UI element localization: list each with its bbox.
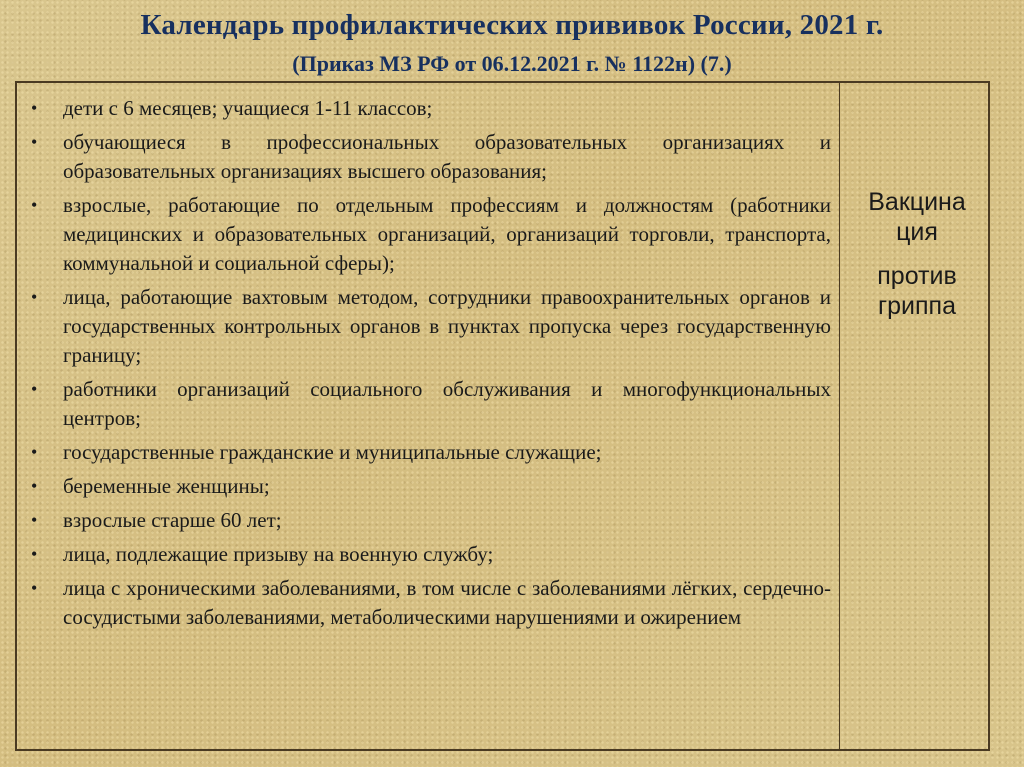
list-item-text: дети с 6 месяцев; учащиеся 1-11 классов; bbox=[63, 96, 433, 120]
list-item bbox=[25, 438, 831, 467]
bullet-icon: • bbox=[31, 544, 38, 564]
list-item bbox=[25, 191, 831, 278]
list-item-text: государственные гражданские и муниципальные служащие; bbox=[63, 440, 602, 464]
list-item bbox=[25, 94, 831, 123]
risk-groups-list bbox=[25, 94, 831, 632]
bullet-icon: • bbox=[31, 442, 38, 462]
bullet-icon: • bbox=[31, 195, 38, 215]
spacer bbox=[852, 247, 982, 261]
list-item bbox=[25, 540, 831, 569]
list-item-text: работники организаций социального обслуживания и многофункциональных центров; bbox=[63, 377, 831, 430]
bullet-icon: • bbox=[31, 132, 38, 152]
list-item-text: лица с хроническими заболеваниями, в том числе с заболеваниями лёгких, сердечно-сосудистыми заболеваниями, метаболическими нарушениями и ожирением bbox=[63, 576, 831, 629]
list-item-text: взрослые старше 60 лет; bbox=[63, 508, 282, 532]
risk-groups-cell bbox=[17, 83, 835, 749]
slide-title-block bbox=[0, 8, 1024, 78]
slide-title: Календарь профилактических прививок России, 2021 г. bbox=[140, 9, 884, 41]
list-item bbox=[25, 128, 831, 186]
bullet-icon: • bbox=[31, 98, 38, 118]
bullet-icon: • bbox=[31, 578, 38, 598]
bullet-icon: • bbox=[31, 510, 38, 530]
slide-subtitle: (Приказ МЗ РФ от 06.12.2021 г. № 1122н) (7.) bbox=[292, 51, 732, 76]
vaccination-label-line4: гриппа bbox=[878, 292, 956, 320]
list-item-text: обучающиеся в профессиональных образовательных организациях и образовательных организациях высшего образования; bbox=[63, 130, 831, 183]
column-divider bbox=[839, 83, 840, 749]
vaccination-table bbox=[15, 81, 990, 751]
bullet-icon: • bbox=[31, 287, 38, 307]
list-item bbox=[25, 506, 831, 535]
list-item-text: взрослые, работающие по отдельным профессиям и должностям (работники медицинских и образовательных организаций, организаций торговли, транспорта, коммунальной и социальной сферы); bbox=[63, 193, 831, 275]
list-item bbox=[25, 283, 831, 370]
list-item bbox=[25, 375, 831, 433]
list-item-text: лица, подлежащие призыву на военную службу; bbox=[63, 542, 494, 566]
vaccination-label-line2: ция bbox=[896, 218, 938, 246]
vaccination-label-line1: Вакцина bbox=[868, 188, 966, 216]
list-item bbox=[25, 574, 831, 632]
vaccination-label-line3: против bbox=[877, 262, 957, 290]
list-item-text: лица, работающие вахтовым методом, сотрудники правоохранительных органов и государственных контрольных органов в пунктах пропуска через государственную границу; bbox=[63, 285, 831, 367]
list-item bbox=[25, 472, 831, 501]
bullet-icon: • bbox=[31, 379, 38, 399]
bullet-icon: • bbox=[31, 476, 38, 496]
vaccination-type-cell bbox=[852, 187, 982, 321]
list-item-text: беременные женщины; bbox=[63, 474, 270, 498]
